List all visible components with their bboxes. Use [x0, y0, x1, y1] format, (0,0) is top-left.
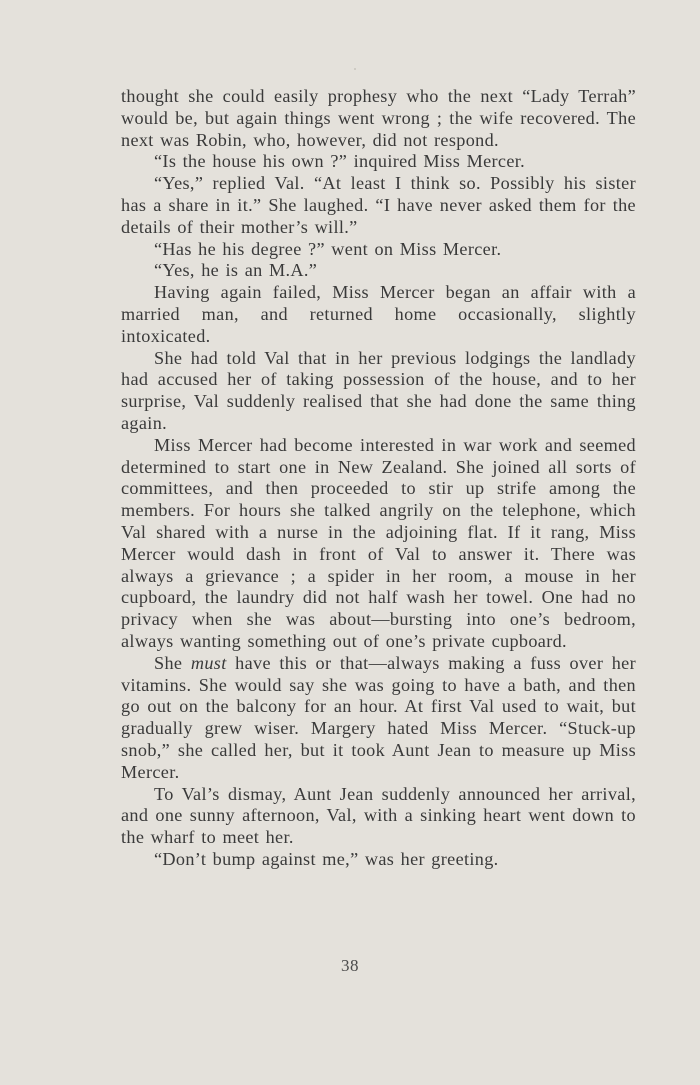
paragraph-10: To Val’s dismay, Aunt Jean suddenly announced her arrival, and one sunny afternoon, Val, with a sinking heart went down to the wharf to meet her. — [121, 783, 636, 848]
emphasis-must: must — [190, 652, 227, 673]
body-text — [121, 86, 636, 871]
paragraph-5: “Yes, he is an M.A.” — [154, 260, 318, 281]
paragraph-11: “Don’t bump against me,” was her greeting. — [154, 848, 499, 869]
paragraph-6: Having again failed, Miss Mercer began an affair with a married man, and returned home occasionally, slightly intoxicated. — [121, 282, 636, 346]
paragraph-3: “Yes,” replied Val. “At least I think so. Possibly his sister has a share in it.” She laughed. “I have never asked them for the details of their mother’s will.” — [121, 173, 636, 237]
paragraph-9-lead: She — [154, 652, 183, 673]
page-number: 38 — [341, 956, 359, 975]
paragraph-8: Miss Mercer had become interested in war work and seemed determined to start one in New Zealand. She joined all sorts of committees, and then proceeded to stir up strife among the members. For hours she talked angrily on the telephone, which Val shared with a nurse in the adjoining flat. If it rang, Miss Mercer would dash in front of Val to answer it. There was always a grievance ; a spider in her room, a mouse in her cupboard, the laundry did not half wash her towel. One had no privacy when she was about—bursting into one’s bedroom, always wanting something out of one’s private cupboard. — [121, 434, 636, 651]
paragraph-4: “Has he his degree ?” went on Miss Mercer. — [154, 238, 502, 259]
paragraph-1: thought she could easily prophesy who the next “Lady Terrah” would be, but again things went wrong ; the wife recovered. The next was Robin, who, however, did not respond. — [121, 86, 636, 150]
paragraph-7: She had told Val that in her previous lodgings the landlady had accused her of taking possession of the house, and to her surprise, Val suddenly realised that she had done the same thing again. — [121, 347, 636, 433]
paragraph-9 — [121, 653, 636, 784]
paragraph-2: “Is the house his own ?” inquired Miss Mercer. — [154, 151, 526, 172]
paragraph-9-body: have this or that—always making a fuss over her vitamins. She would say she was going to have a bath, and then go out on the balcony for an hour. At first Val used to wait, but gradually grew wiser. Margery hated Miss Mercer. “Stuck-up snob,” she called her, but it took Aunt Jean to measure up Miss Mercer. — [121, 652, 636, 782]
paper-speck — [354, 68, 356, 70]
